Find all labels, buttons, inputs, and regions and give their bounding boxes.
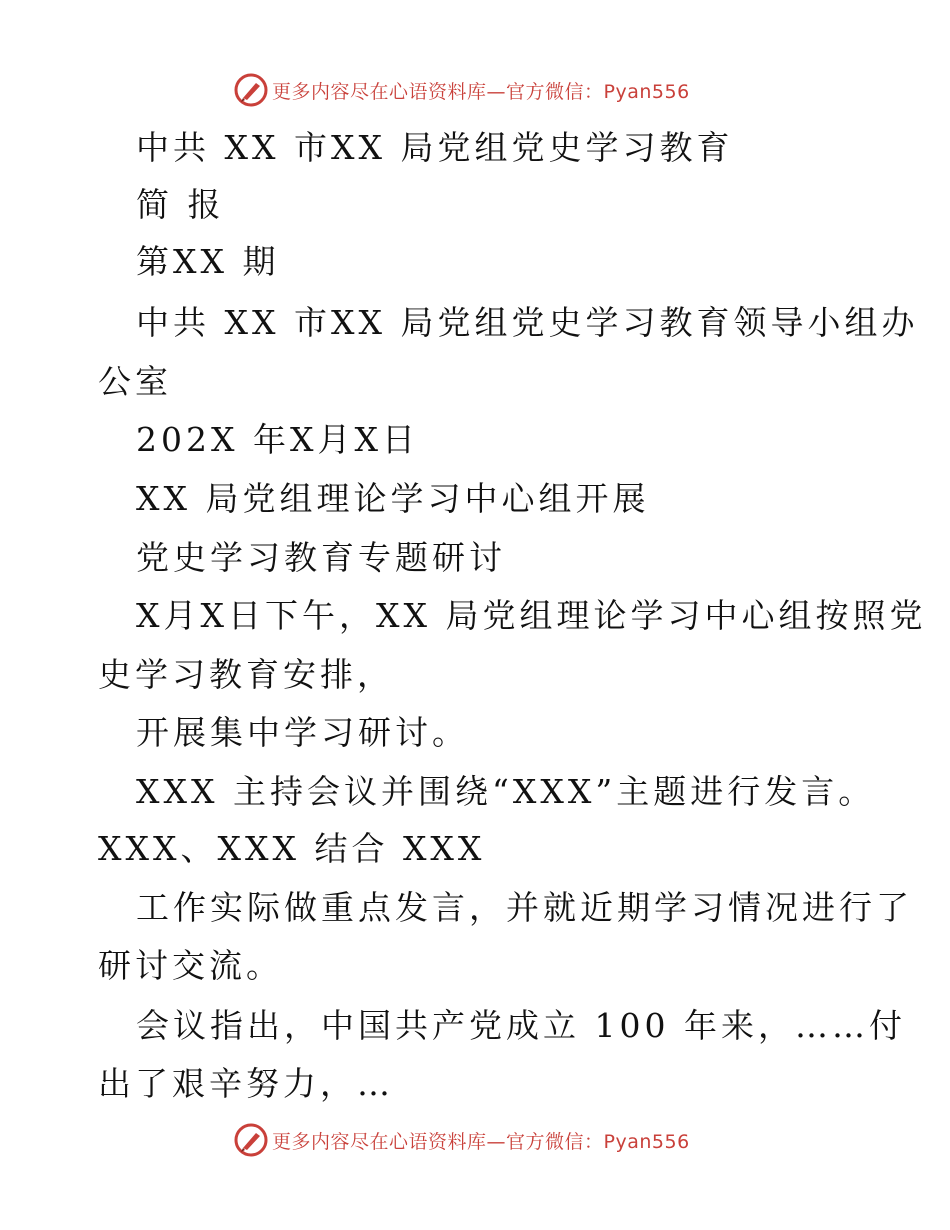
- watermark-text: 更多内容尽在心语资料库—官方微信：Pyan556: [272, 80, 690, 103]
- watermark-header: [234, 72, 690, 108]
- pen-logo-icon: [234, 1123, 268, 1157]
- issuer-line: 中共 XX 市XX 局党组党史学习教育领导小组办: [136, 303, 919, 342]
- issue-number: 第XX 期: [136, 242, 280, 281]
- paragraph-line: 出了艰辛努力，…: [98, 1064, 394, 1103]
- article-subtitle: 党史学习教育专题研讨: [136, 538, 506, 577]
- issue-date: 202X 年X月X日: [136, 420, 419, 459]
- paragraph-line: 开展集中学习研讨。: [136, 713, 469, 752]
- paragraph-line: 研讨交流。: [98, 946, 283, 985]
- watermark-text: 更多内容尽在心语资料库—官方微信：Pyan556: [272, 1130, 690, 1153]
- paragraph-line: 工作实际做重点发言，并就近期学习情况进行了: [136, 888, 913, 927]
- paragraph-line: 会议指出，中国共产党成立 100 年来，……付: [136, 1006, 906, 1045]
- paragraph-line: XXX、XXX 结合 XXX: [98, 829, 486, 868]
- pen-logo-icon: [234, 73, 268, 107]
- doc-title: 中共 XX 市XX 局党组党史学习教育: [136, 128, 734, 167]
- paragraph-line: 史学习教育安排，: [98, 655, 394, 694]
- watermark-footer: [234, 1122, 690, 1158]
- doc-type: 简 报: [136, 185, 225, 224]
- article-title: XX 局党组理论学习中心组开展: [136, 479, 650, 518]
- paragraph-line: XXX 主持会议并围绕“XXX”主题进行发言。: [136, 772, 876, 811]
- paragraph-line: X月X日下午，XX 局党组理论学习中心组按照党: [136, 596, 927, 635]
- issuer-line-cont: 公室: [98, 362, 172, 401]
